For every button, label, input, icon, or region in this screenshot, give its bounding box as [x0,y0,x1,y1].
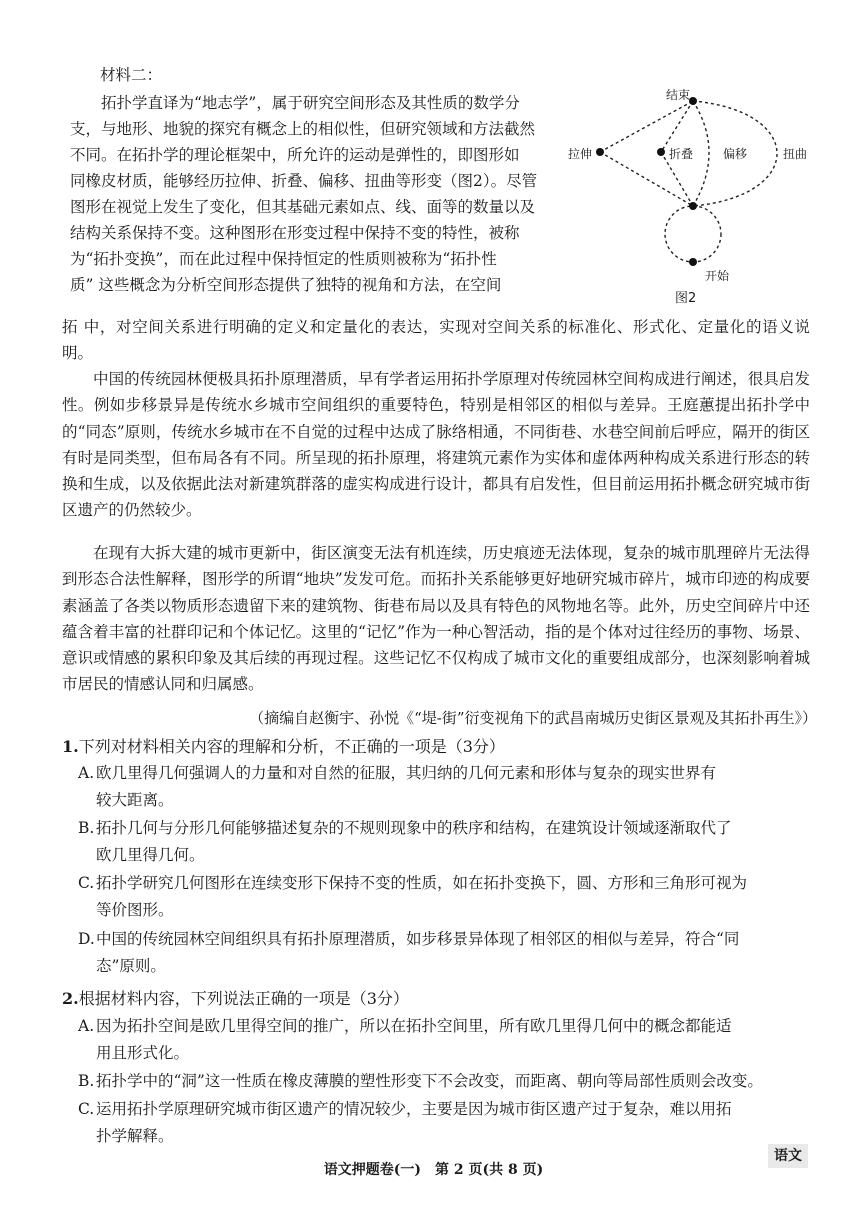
subject-tag: 语文 [768,1144,808,1168]
option-letter: A. [78,1017,95,1035]
material-paragraph-2: 中国的传统园林便极具拓扑原理潜质，早有学者运用拓扑学原理对传统园林空间构成进行阐述，很具启发性。例如步移景异是传统水乡城市空间组织的重要特色，特别是相邻区的相似与差异。王庭蕙提出拓扑学中的“同态”原则，传统水乡城市在不自觉的过程中达成了脉络相通，不同街巷、水巷空间前后呼应，隔开的街区有时是同类型，但布局各有不同。所呈现的拓扑原理，将建筑元素作为实体和虚体两种构成关系进行形态的转换和生成，以及依据此法对新建筑群落的虚实构成进行设计，都具有启发性，但目前运用拓扑概念研究城市街区遗产的仍然较少。 [62,370,810,520]
question-2 [62,986,409,1009]
option-line: 拓扑学研究几何图形在连续变形下保持不变的性质，如在拓扑变换下，圆、方形和三角形可视为 [96,874,748,892]
question-1 [62,734,505,757]
option-line: 态”原则。 [96,957,166,975]
material-paragraph-1 [70,90,558,298]
start-node [689,258,697,266]
label-end: 结束 [666,88,691,102]
question-stem: 根据材料内容，下列说法正确的一项是（3分） [78,989,409,1008]
option-line: 因为拓扑空间是欧几里得空间的推广，所以在拓扑空间里，所有欧几里得几何中的概念都能适 [96,1017,732,1035]
start-loop [665,206,721,262]
question-number: 2. [62,989,79,1008]
paragraph-line: 结构关系保持不变。这种图形在形变过程中保持不变的特性，被称 [70,224,520,242]
topology-diagram [565,86,835,336]
label-start: 开始 [705,269,730,283]
offset-curve [693,101,709,206]
fold-node [657,148,665,156]
option-line: 较大距离。 [96,791,174,809]
paragraph-line: 支，与地形、地貌的探究有概念上的相似性，但研究领域和方法截然 [70,120,536,138]
stretch-node [596,148,604,156]
option-letter: C. [78,874,95,892]
end-node [689,97,697,105]
option-letter: C. [78,1100,95,1118]
junction-node [689,202,697,210]
q2-option-b[interactable] [78,1068,813,1095]
option-line: 运用拓扑学原理研究城市街区遗产的情况较少，主要是因为城市街区遗产过于复杂，难以用拓 [96,1100,732,1118]
source-citation: （摘编自赵衡宇、孙悦《“堤-街”衍变视角下的武昌南城历史街区景观及其拓扑再生》） [249,709,817,727]
option-letter: B. [78,819,95,837]
q1-option-b[interactable] [78,815,813,869]
label-twist: 扭曲 [783,147,808,161]
label-offset: 偏移 [723,147,748,161]
label-stretch: 拉伸 [568,147,593,161]
paragraph-line: 同橡皮材质，能够经历拉伸、折叠、偏移、扭曲等形变（图2）。尽管 [70,172,538,190]
option-letter: A. [78,764,95,782]
question-number: 1. [62,737,79,756]
option-line: 中国的传统园林空间组织具有拓扑原理潜质，如步移景异体现了相邻区的相似与差异，符合“同 [96,930,740,948]
option-line: 等价图形。 [96,901,174,919]
material-heading: 材料二： [100,66,163,84]
figure-caption: 图2 [675,291,697,306]
page-footer: 语文押题卷(一) 第 2 页(共 8 页) [323,1162,544,1178]
topology-figure [565,86,835,336]
paragraph-line: 为“拓扑变换”，而在此过程中保持恒定的性质则被称为“拓扑性 [70,250,497,268]
question-stem: 下列对材料相关内容的理解和分析，不正确的一项是（3分） [78,737,505,756]
q1-option-d[interactable] [78,926,813,980]
q1-option-c[interactable] [78,870,813,924]
option-line: 欧几里得几何强调人的力量和对自然的征服，其归纳的几何元素和形体与复杂的现实世界有 [96,764,717,782]
option-line: 用且形式化。 [96,1044,190,1062]
material-paragraph-3: 在现有大拆大建的城市更新中，街区演变无法有机连续，历史痕迹无法体现，复杂的城市肌理碎片无法得到形态合法性解释，图形学的所谓“地块”发发可危。而拓扑关系能够更好地研究城市碎片，城市印迹的构成要素涵盖了各类以物质形态遗留下来的建筑物、街巷布局以及具有特色的风物地名等。此外，历史空间碎片中还蕴含着丰富的社群印记和个体记忆。这里的“记忆”作为一种心智活动，指的是个体对过往经历的事物、场景、意识或情感的累积印象及其后续的再现过程。这些记忆不仅构成了城市文化的重要组成部分，也深刻影响着城市居民的情感认同和归属感。 [62,544,810,694]
q2-option-c[interactable] [78,1096,813,1150]
option-line: 拓扑学中的“洞”这一性质在橡皮薄膜的塑性形变下不会改变，而距离、朝向等局部性质则会改变。 [96,1072,763,1090]
paragraph-line: 质” 这些概念为分析空间形态提供了独特的视角和方法，在空间 [70,276,502,294]
paragraph-line: 图形在视觉上发生了变化，但其基础元素如点、线、面等的数量以及 [70,198,536,216]
label-fold: 折叠 [669,147,694,161]
option-line: 欧几里得几何。 [96,846,205,864]
q2-option-a[interactable] [78,1013,813,1067]
option-line: 扑学解释。 [96,1127,174,1145]
option-letter: B. [78,1072,95,1090]
paragraph-line: 不同。在拓扑学的理论框架中，所允许的运动是弹性的，即图形如 [70,146,520,164]
option-letter: D. [78,930,95,948]
option-line: 拓扑几何与分形几何能够描述复杂的不规则现象中的秩序和结构，在建筑设计领域逐渐取代了 [96,819,732,837]
paragraph-line: 拓扑学直译为“地志学”，属于研究空间形态及其性质的数学分 [101,94,520,112]
material-paragraph-1-tail: 拓 中，对空间关系进行明确的定义和定量化的表达，实现对空间关系的标准化、形式化、定量化的语义说明。 [62,318,810,362]
q1-option-a[interactable] [78,760,813,814]
